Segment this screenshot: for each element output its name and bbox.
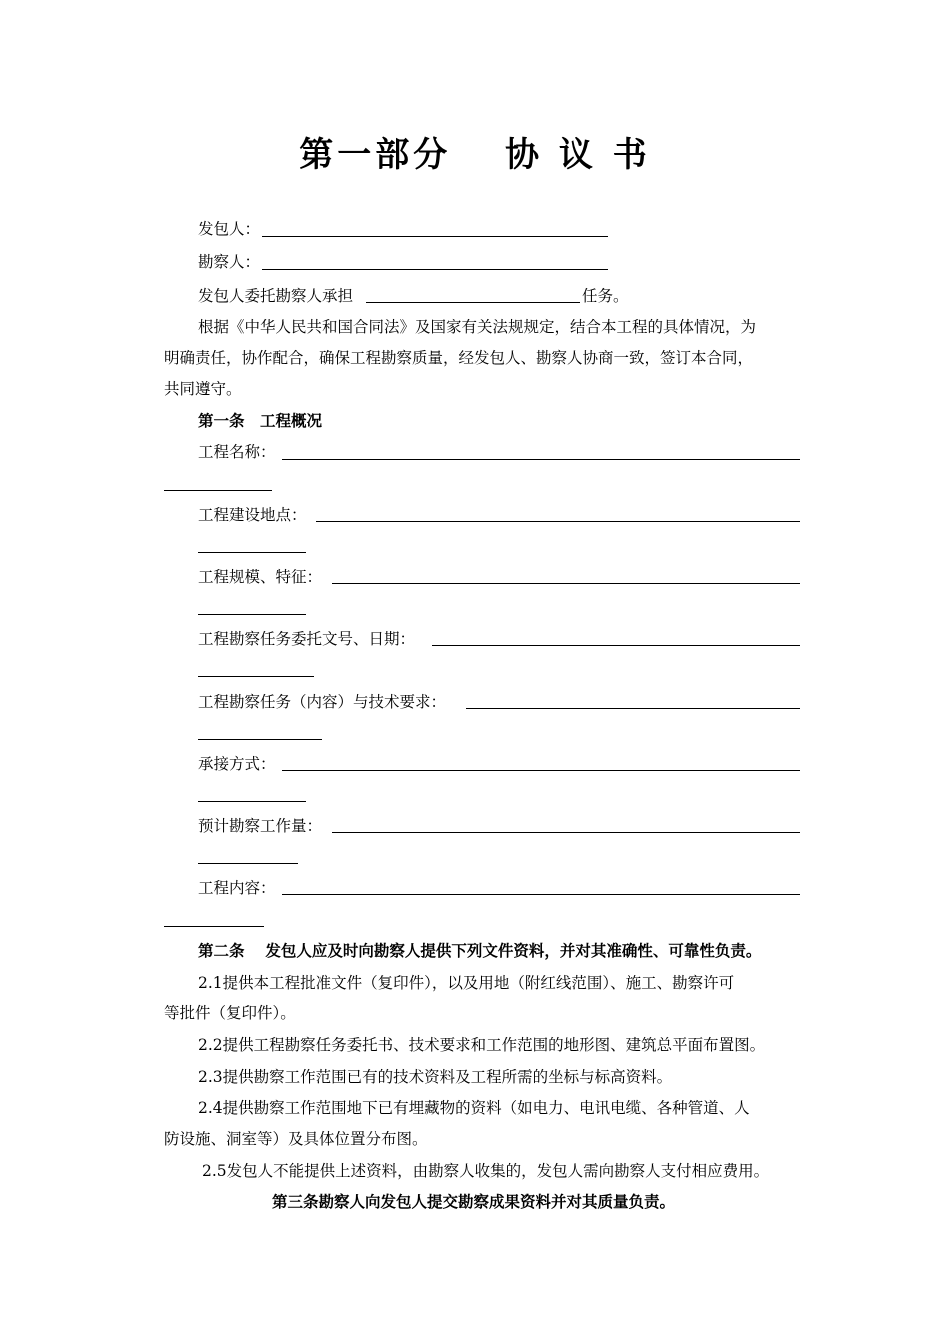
article-2-item-4: 2.4提供勘察工作范围地下已有埋藏物的资料（如电力、电讯电缆、各种管道、人 <box>198 1099 750 1117</box>
field-scale-features-blank[interactable] <box>332 583 800 584</box>
field-project-name-blank[interactable] <box>282 459 800 460</box>
intro-line-1: 根据《中华人民共和国合同法》及国家有关法规规定，结合本工程的具体情况，为 <box>198 318 757 336</box>
field-project-content-blank-cont[interactable] <box>164 926 264 927</box>
field-task-requirements-blank-cont[interactable] <box>198 739 322 740</box>
field-project-content: 工程内容： <box>198 879 276 897</box>
field-contract-method-blank[interactable] <box>282 770 800 771</box>
employer-label: 发包人： <box>198 220 261 238</box>
page-title: 第一部分 协 议 书 <box>299 135 651 175</box>
field-contract-method-blank-cont[interactable] <box>198 801 306 802</box>
article-2-item-2: 2.2提供工程勘察任务委托书、技术要求和工作范围的地形图、建筑总平面布置图。 <box>198 1036 766 1054</box>
field-commission-doc: 工程勘察任务委托文号、日期： <box>198 630 416 648</box>
field-estimated-workload: 预计勘察工作量： <box>198 817 323 835</box>
employer-blank[interactable] <box>262 236 608 237</box>
surveyor-blank[interactable] <box>262 269 608 270</box>
field-site-location: 工程建设地点： <box>198 506 307 524</box>
field-project-content-blank[interactable] <box>282 894 800 895</box>
field-commission-doc-blank-cont[interactable] <box>198 676 314 677</box>
field-contract-method: 承接方式： <box>198 755 276 773</box>
article-1-heading: 第一条 工程概况 <box>198 412 323 430</box>
field-task-requirements: 工程勘察任务（内容）与技术要求： <box>198 693 447 711</box>
field-estimated-workload-blank-cont[interactable] <box>198 863 298 864</box>
field-commission-doc-blank[interactable] <box>432 645 800 646</box>
field-site-location-blank[interactable] <box>316 521 800 522</box>
article-2-item-1: 2.1提供本工程批准文件（复印件），以及用地（附红线范围）、施工、勘察许可 <box>198 974 735 992</box>
field-scale-features: 工程规模、特征： <box>198 568 323 586</box>
field-project-name: 工程名称： <box>198 443 276 461</box>
intro-line-3: 共同遵守。 <box>164 380 242 398</box>
entrust-prefix: 发包人委托勘察人承担 <box>198 287 354 305</box>
field-task-requirements-blank[interactable] <box>466 708 800 709</box>
field-site-location-blank-cont[interactable] <box>198 552 306 553</box>
intro-line-2: 明确责任，协作配合，确保工程勘察质量，经发包人、勘察人协商一致，签订本合同， <box>164 349 754 367</box>
article-2-item-4-cont: 防设施、洞室等）及具体位置分布图。 <box>164 1130 428 1148</box>
article-3-heading: 第三条勘察人向发包人提交勘察成果资料并对其质量负责。 <box>272 1193 676 1211</box>
article-2-item-1-cont: 等批件（复印件）。 <box>164 1004 296 1022</box>
article-2-item-3: 2.3提供勘察工作范围已有的技术资料及工程所需的坐标与标高资料。 <box>198 1068 673 1086</box>
surveyor-label: 勘察人： <box>198 253 261 271</box>
field-scale-features-blank-cont[interactable] <box>198 614 306 615</box>
article-2-item-5: 2.5发包人不能提供上述资料，由勘察人收集的，发包人需向勘察人支付相应费用。 <box>202 1162 770 1180</box>
field-estimated-workload-blank[interactable] <box>332 832 800 833</box>
article-2-heading: 第二条 发包人应及时向勘察人提供下列文件资料，并对其准确性、可靠性负责。 <box>198 942 762 960</box>
entrust-task-blank[interactable] <box>366 302 580 303</box>
entrust-suffix: 任务。 <box>582 287 629 305</box>
field-project-name-blank-cont[interactable] <box>164 490 272 491</box>
